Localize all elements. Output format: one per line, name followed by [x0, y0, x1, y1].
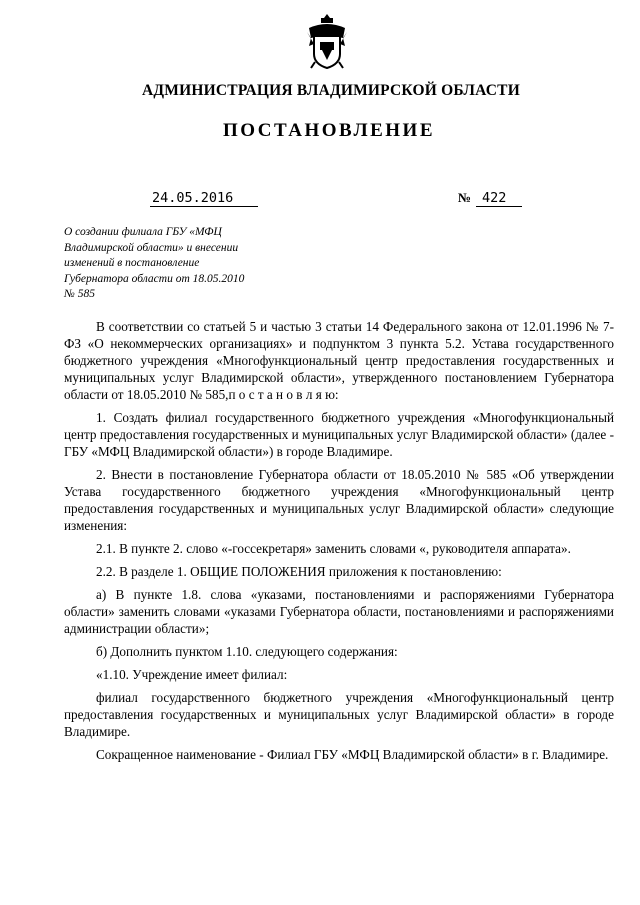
number-sign: №	[458, 190, 472, 205]
clause-a-paragraph: а) В пункте 1.8. слова «указами, постановлениями и распоряжениями Губернатора области» заменить словами «указами Губернатора области, постановлениями и распоряжениями администрации области»;	[64, 587, 614, 636]
subject-line: Губернатора области от 18.05.2010	[64, 272, 245, 285]
clause-2-1-paragraph: 2.1. В пункте 2. слово «-госсекретаря» заменить словами «, руководителя аппарата».	[96, 541, 571, 556]
preamble-paragraph: В соответствии со статьей 5 и частью 3 статьи 14 Федерального закона от 12.01.1996 № 7-ФЗ «О некоммерческих организациях» и подпунктом 3 пункта 5.2. Устава государственного бюджетного учреждения «Многофункциональный центр предоставления государственных и муниципальных услуг Владимирской области», утвержденного постановлением Губернатора области от 18.05.2010 № 585,п о с т а н о в л я ю:	[64, 319, 614, 402]
document-date: 24.05.2016	[150, 190, 258, 207]
clause-2-paragraph: 2. Внести в постановление Губернатора области от 18.05.2010 № 585 «Об утверждении Устава государственного бюджетного учреждения «Многофункциональный центр предоставления государственных и муниципальных услуг Владимирской области» следующие изменения:	[64, 467, 614, 533]
clause-1-10-paragraph: «1.10. Учреждение имеет филиал:	[96, 667, 288, 682]
clause-2-2-paragraph: 2.2. В разделе 1. ОБЩИЕ ПОЛОЖЕНИЯ приложения к постановлению:	[96, 564, 502, 579]
organization-title: АДМИНИСТРАЦИЯ ВЛАДИМИРСКОЙ ОБЛАСТИ	[142, 82, 520, 99]
document-number: 422	[476, 190, 522, 207]
document-type-title: ПОСТАНОВЛЕНИЕ	[222, 120, 436, 141]
clause-b-paragraph: б) Дополнить пунктом 1.10. следующего содержания:	[96, 644, 398, 659]
document-body	[64, 318, 614, 769]
clause-1-paragraph: 1. Создать филиал государственного бюджетного учреждения «Многофункциональный центр предоставления государственных и муниципальных услуг Владимирской области» (далее - ГБУ «МФЦ Владимирской области») в городе Владимире.	[64, 410, 614, 459]
subject-line: № 585	[64, 288, 95, 300]
subject-line: изменений в постановление	[64, 257, 200, 269]
branch-paragraph: филиал государственного бюджетного учреждения «Многофункциональный центр предоставления государственных и муниципальных услуг Владимирской области» в городе Владимире.	[64, 690, 614, 739]
subject-line: Владимирской области» и внесении	[64, 241, 239, 254]
coat-of-arms-icon	[305, 12, 349, 70]
document-subject	[64, 225, 284, 303]
subject-line: О создании филиала ГБУ «МФЦ	[64, 226, 222, 238]
short-name-paragraph: Сокращенное наименование - Филиал ГБУ «МФЦ Владимирской области» в г. Владимире.	[96, 747, 609, 762]
